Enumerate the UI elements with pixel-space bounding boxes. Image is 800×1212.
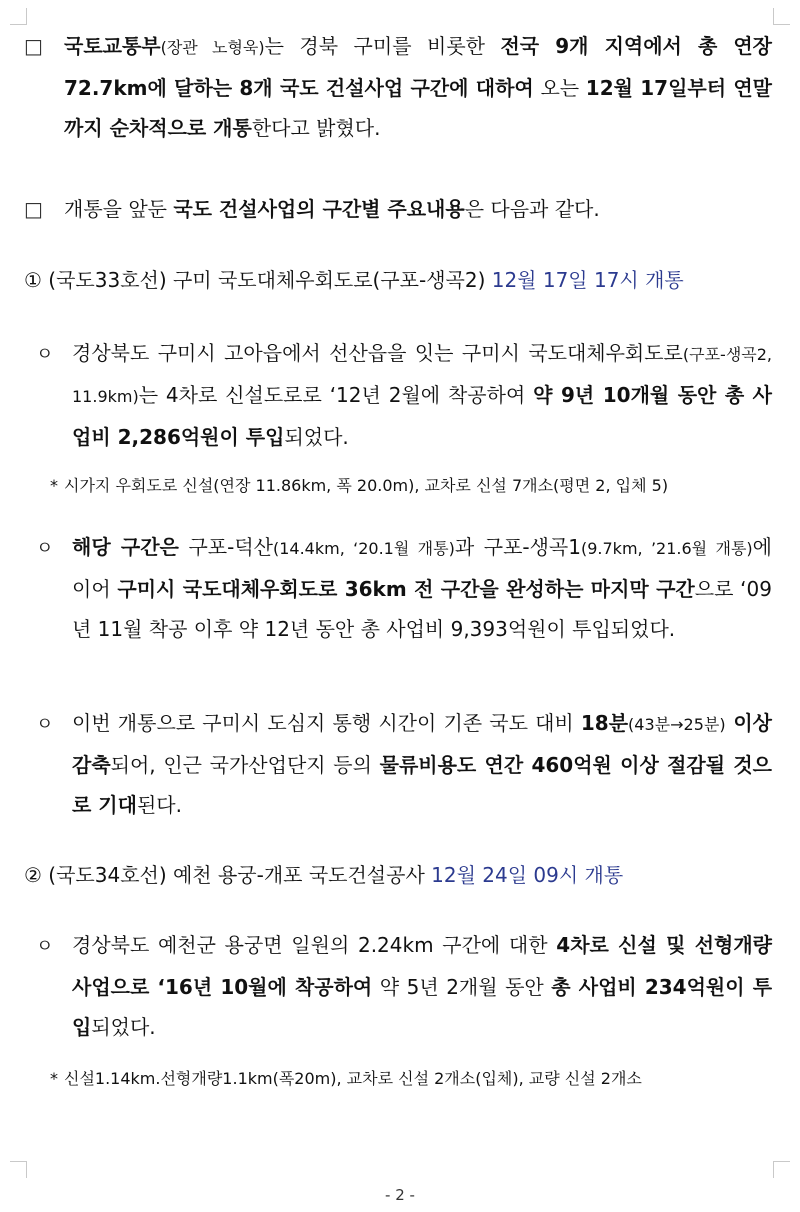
bold-text: 물류비용도 연간 460억원 이상 절감될 것으로 기대 bbox=[72, 753, 772, 817]
small-text: (구포-생곡2, 11.9km) bbox=[72, 345, 772, 406]
asterisk-icon: * bbox=[50, 1069, 58, 1088]
square-bullet-icon: □ bbox=[24, 34, 43, 58]
text: 되었다. bbox=[91, 1015, 156, 1039]
corner-mark-bottom-left bbox=[10, 1161, 27, 1178]
section1-detail-2 bbox=[24, 527, 772, 649]
asterisk-icon: * bbox=[50, 476, 58, 495]
footnote-2 bbox=[24, 1064, 772, 1094]
square-bullet-icon: □ bbox=[24, 197, 43, 221]
text: 으로 ‘09년 11월 착공 이후 약 12년 동안 총 사업비 9,393억원이 투입되었다. bbox=[72, 577, 772, 641]
opening-date: 12월 17일 17시 개통 bbox=[491, 268, 684, 292]
footnote-text: 시가지 우회도로 신설(연장 11.86km, 폭 20.0m), 교차로 신설 7개소(평면 2, 입체 5) bbox=[64, 476, 669, 495]
corner-mark-top-left bbox=[10, 8, 27, 25]
summary-paragraph bbox=[24, 189, 772, 229]
circle-bullet-icon: ㅇ bbox=[36, 936, 54, 957]
text: 는 4차로 신설도로로 ‘12년 2월에 착공하여 bbox=[138, 383, 534, 407]
opening-date: 12월 24일 09시 개통 bbox=[431, 863, 624, 887]
text: 한다고 밝혔다. bbox=[251, 116, 381, 140]
ministry-name: 국토교통부 bbox=[64, 34, 161, 58]
small-text: (14.4km, ‘20.1월 개통) bbox=[272, 539, 455, 558]
circle-bullet-icon: ㅇ bbox=[36, 714, 54, 735]
section1-detail-1 bbox=[24, 333, 772, 457]
footnote-1 bbox=[24, 471, 772, 501]
section-heading-label: (국도33호선) 구미 국도대체우회도로(구포-생곡2) bbox=[48, 268, 486, 292]
text: 오는 bbox=[533, 76, 586, 100]
small-text: (9.7km, ’21.6월 개통) bbox=[580, 539, 753, 558]
section2-detail-1 bbox=[24, 925, 772, 1047]
bold-text: 12월 17일부터 연말까지 순차적으로 개통 bbox=[64, 76, 773, 140]
text: 되었다. bbox=[284, 425, 349, 449]
bold-text: 전국 9개 지역에서 총 연장 72.7km에 달하는 8개 국도 건설사업 구간에 대하여 bbox=[64, 34, 773, 100]
text: 약 5년 2개월 동안 bbox=[372, 975, 552, 999]
bold-text: 해당 구간은 bbox=[72, 535, 179, 559]
circle-bullet-icon: ㅇ bbox=[36, 538, 54, 559]
corner-mark-bottom-right bbox=[773, 1161, 790, 1178]
footnote-text: 신설1.14km.선형개량1.1km(폭20m), 교차로 신설 2개소(입체), 교량 신설 2개소 bbox=[64, 1069, 642, 1088]
corner-mark-top-right bbox=[773, 8, 790, 25]
text: 구포-덕산 bbox=[178, 535, 273, 559]
text: 경상북도 구미시 고아읍에서 선산읍을 잇는 구미시 국도대체우회도로 bbox=[72, 341, 683, 365]
bold-text: 이상 감축 bbox=[72, 711, 772, 777]
text: 된다. bbox=[136, 793, 182, 817]
text: 이번 개통으로 구미시 도심지 통행 시간이 기존 국도 대비 bbox=[72, 711, 581, 735]
text: 는 경북 구미를 비롯한 bbox=[264, 34, 501, 58]
bold-text: 총 사업비 234억원이 투입 bbox=[72, 975, 773, 1039]
text: 경상북도 예천군 용궁면 일원의 2.24km 구간에 대한 bbox=[72, 933, 557, 957]
circled-number-2: ② bbox=[24, 863, 42, 887]
section-heading-label: (국도34호선) 예천 용궁-개포 국도건설공사 bbox=[48, 863, 425, 887]
text: 되어, 인근 국가산업단지 등의 bbox=[110, 753, 380, 777]
circled-number-1: ① bbox=[24, 268, 42, 292]
bold-text: 구미시 국도대체우회도로 36km 전 구간을 완성하는 마지막 구간 bbox=[117, 577, 695, 601]
intro-paragraph bbox=[24, 26, 772, 148]
circle-bullet-icon: ㅇ bbox=[36, 344, 54, 365]
bold-text: 4차로 신설 및 선형개량 사업으로 ‘16년 10월에 착공하여 bbox=[72, 933, 773, 999]
text: 에 이어 bbox=[72, 535, 772, 601]
text: 과 구포-생곡1 bbox=[454, 535, 581, 559]
bold-text: 국도 건설사업의 구간별 주요내용 bbox=[173, 197, 465, 221]
section1-detail-3 bbox=[24, 703, 772, 825]
bold-text: 약 9년 10개월 동안 총 사업비 2,286억원이 투입 bbox=[72, 383, 773, 449]
section-heading-2 bbox=[24, 855, 772, 895]
page-number: - 2 - bbox=[385, 1186, 415, 1204]
section-heading-1 bbox=[24, 260, 772, 300]
bold-text: 18분 bbox=[580, 711, 629, 735]
text: 개통을 앞둔 bbox=[64, 197, 174, 221]
minister-note: (장관 노형욱) bbox=[160, 38, 265, 57]
small-text: (43분→25분) bbox=[628, 715, 726, 734]
text: 은 다음과 같다. bbox=[464, 197, 600, 221]
